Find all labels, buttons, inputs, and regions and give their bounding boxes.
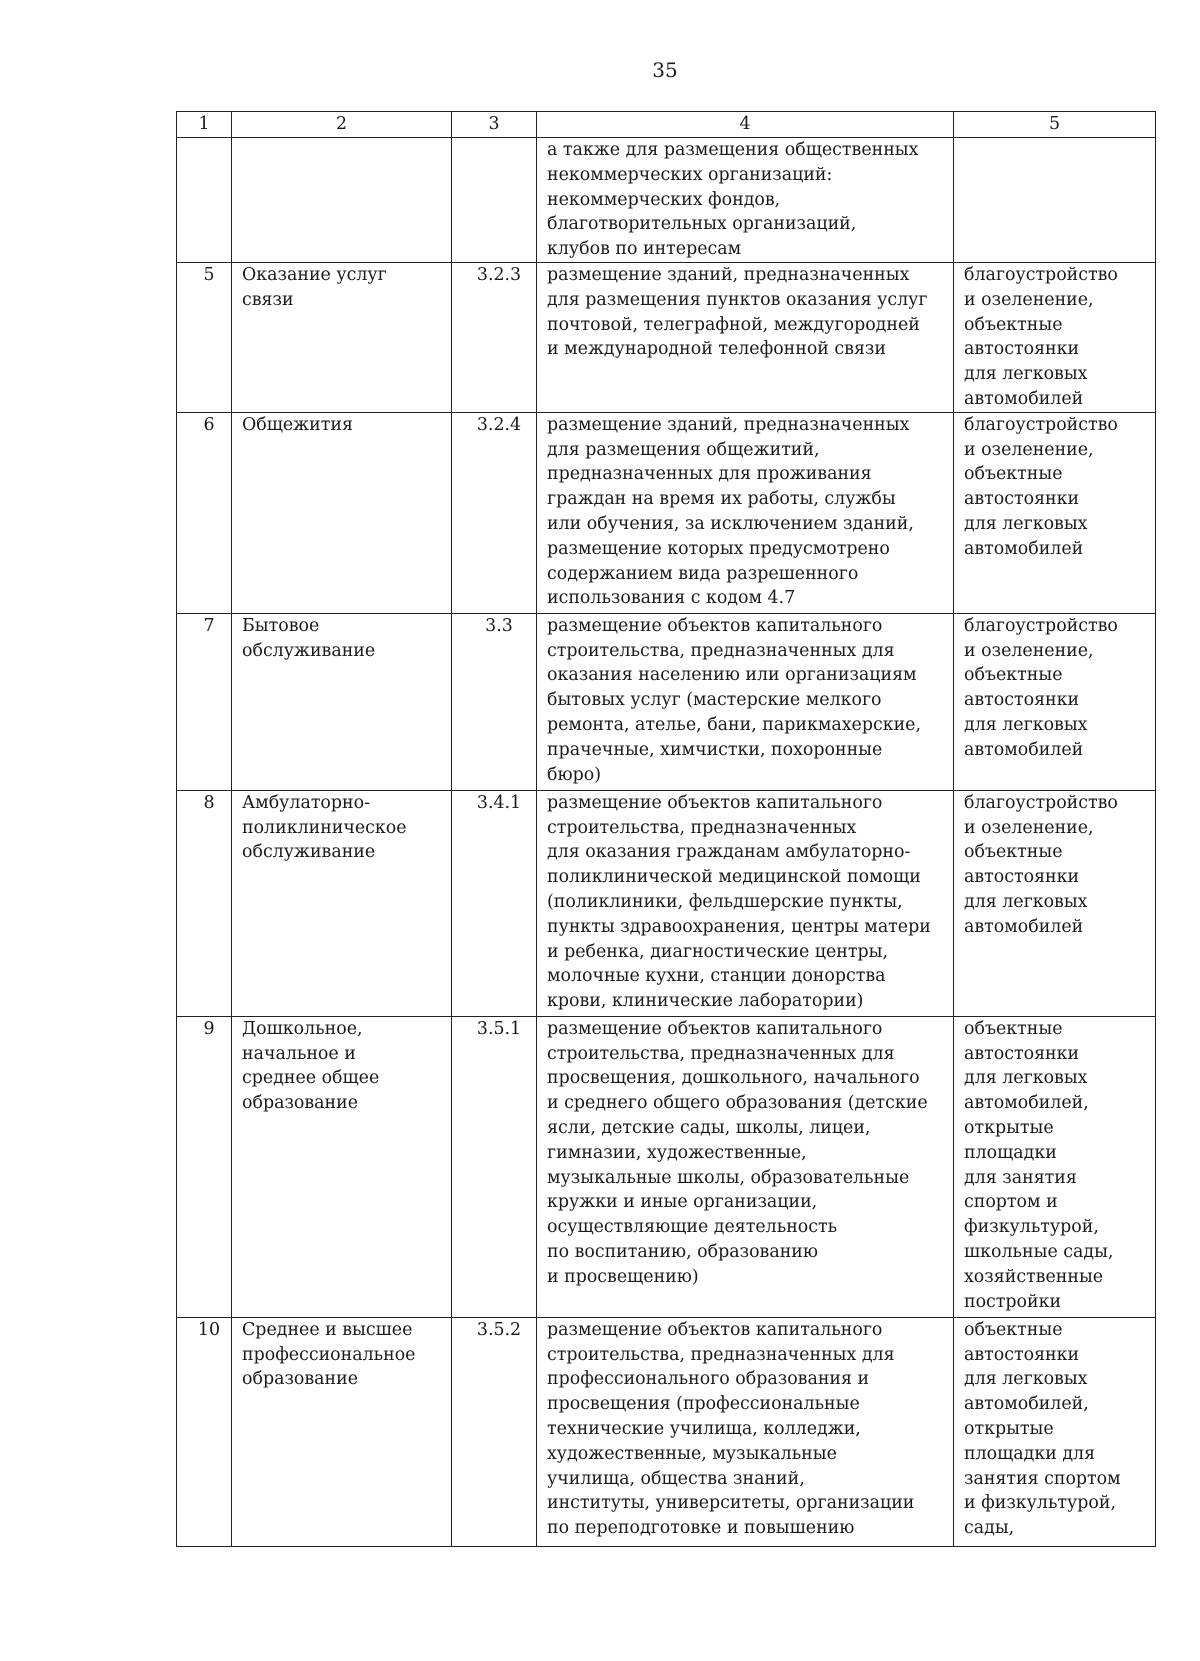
header-col-3: 3 (452, 112, 537, 138)
table-row (177, 262, 1156, 412)
row-code: 3.5.2 (452, 1317, 537, 1546)
row-code: 3.5.1 (452, 1016, 537, 1317)
row-extra: благоустройство и озеленение, объектные автостоянки для легковых автомобилей (954, 790, 1156, 1016)
table-row (177, 1016, 1156, 1317)
row-number: 10 (177, 1317, 232, 1546)
row-description: а также для размещения общественных некоммерческих организаций: некоммерческих фондов, благотворительных организаций, клубов по интересам (537, 138, 954, 263)
row-extra: благоустройство и озеленение, объектные автостоянки для легковых автомобилей (954, 262, 1156, 412)
row-number: 8 (177, 790, 232, 1016)
row-extra: объектные автостоянки для легковых автомобилей, открытые площадки для занятия спортом и физкультурой, сады, (954, 1317, 1156, 1546)
row-code: 3.2.3 (452, 262, 537, 412)
row-number: 6 (177, 412, 232, 613)
row-number (177, 138, 232, 263)
row-name: Бытовое обслуживание (232, 613, 452, 790)
header-row (177, 112, 1156, 138)
row-extra: благоустройство и озеленение, объектные автостоянки для легковых автомобилей (954, 613, 1156, 790)
row-name: Оказание услуг связи (232, 262, 452, 412)
row-extra: благоустройство и озеленение, объектные автостоянки для легковых автомобилей (954, 412, 1156, 613)
table-row (177, 412, 1156, 613)
row-name: Среднее и высшее профессиональное образование (232, 1317, 452, 1546)
row-description: размещение объектов капитального строительства, предназначенных для оказания населению или организациям бытовых услуг (мастерские мелкого ремонта, ателье, бани, парикмахерские, прачечные, химчистки, похоронные бюро) (537, 613, 954, 790)
row-code: 3.2.4 (452, 412, 537, 613)
table-row (177, 790, 1156, 1016)
row-extra (954, 138, 1156, 263)
row-description: размещение объектов капитального строительства, предназначенных для просвещения, дошкольного, начального и среднего общего образования (детские ясли, детские сады, школы, лицеи, гимназии, художественные, музыкальные школы, образовательные кружки и иные организации, осуществляющие деятельность по воспитанию, образованию и просвещению) (537, 1016, 954, 1317)
row-code (452, 138, 537, 263)
row-number: 7 (177, 613, 232, 790)
row-code: 3.3 (452, 613, 537, 790)
header-col-5: 5 (954, 112, 1156, 138)
row-description: размещение объектов капитального строительства, предназначенных для профессионального образования и просвещения (профессиональные технические училища, колледжи, художественные, музыкальные училища, общества знаний, институты, университеты, организации по переподготовке и повышению (537, 1317, 954, 1546)
row-code: 3.4.1 (452, 790, 537, 1016)
header-col-4: 4 (537, 112, 954, 138)
row-name (232, 138, 452, 263)
table-row (177, 613, 1156, 790)
row-description: размещение зданий, предназначенных для размещения общежитий, предназначенных для проживания граждан на время их работы, службы или обучения, за исключением зданий, размещение которых предусмотрено содержанием вида разрешенного использования с кодом 4.7 (537, 412, 954, 613)
row-extra: объектные автостоянки для легковых автомобилей, открытые площадки для занятия спортом и физкультурой, школьные сады, хозяйственные постройки (954, 1016, 1156, 1317)
page-number: 35 (652, 58, 678, 82)
row-description: размещение объектов капитального строительства, предназначенных для оказания гражданам амбулаторно- поликлинической медицинской помощи (поликлиники, фельдшерские пункты, пункты здравоохранения, центры матери и ребенка, диагностические центры, молочные кухни, станции донорства крови, клинические лаборатории) (537, 790, 954, 1016)
table-row (177, 1317, 1156, 1546)
land-use-table (176, 111, 1156, 1547)
row-description: размещение зданий, предназначенных для размещения пунктов оказания услуг почтовой, телеграфной, междугородней и международной телефонной связи (537, 262, 954, 412)
table-row (177, 138, 1156, 263)
row-name: Дошкольное, начальное и среднее общее образование (232, 1016, 452, 1317)
header-col-1: 1 (177, 112, 232, 138)
row-number: 5 (177, 262, 232, 412)
row-number: 9 (177, 1016, 232, 1317)
row-name: Общежития (232, 412, 452, 613)
header-col-2: 2 (232, 112, 452, 138)
row-name: Амбулаторно- поликлиническое обслуживание (232, 790, 452, 1016)
